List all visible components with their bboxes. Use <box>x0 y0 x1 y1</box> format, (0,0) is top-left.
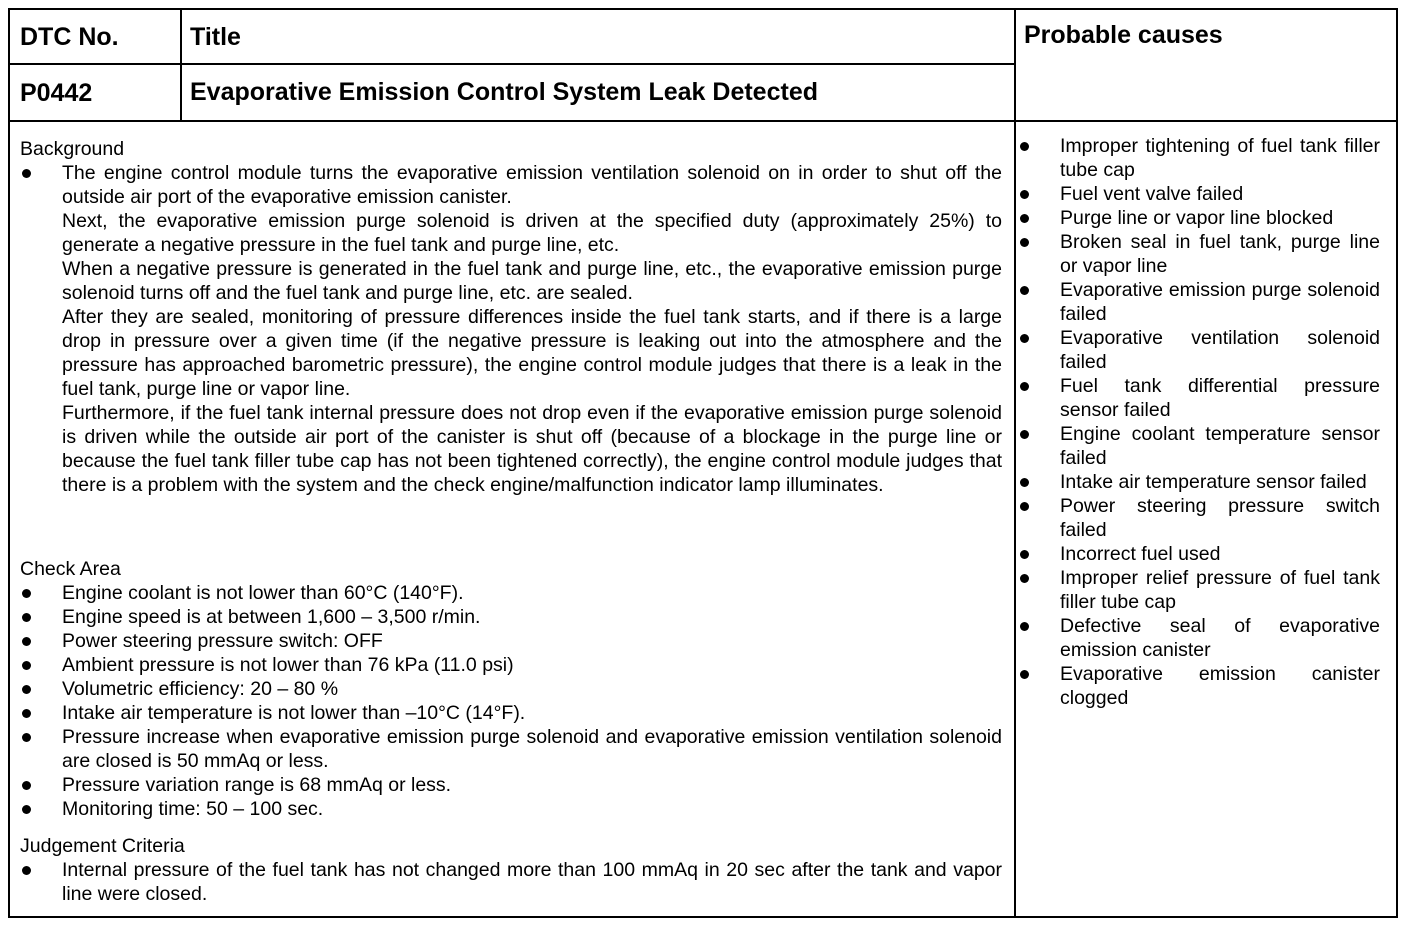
bullet-icon <box>22 661 31 670</box>
dtc-title: Evaporative Emission Control System Leak Detected <box>190 78 818 106</box>
bullet-icon <box>22 805 31 814</box>
bullet-icon <box>1020 574 1029 583</box>
cause-item: Defective seal of evaporative emission canister <box>1018 614 1380 662</box>
bullet-icon <box>1020 478 1029 487</box>
cause-item: Evaporative emission canister clogged <box>1018 662 1380 710</box>
cause-item: Fuel vent valve failed <box>1018 182 1380 206</box>
cause-item: Purge line or vapor line blocked <box>1018 206 1380 230</box>
cause-item: Intake air temperature sensor failed <box>1018 470 1380 494</box>
check-area-section <box>20 557 1002 821</box>
cause-item: Broken seal in fuel tank, purge line or vapor line <box>1018 230 1380 278</box>
bullet-icon <box>1020 238 1029 247</box>
cause-item: Evaporative emission purge solenoid failed <box>1018 278 1380 326</box>
cause-item: Engine coolant temperature sensor failed <box>1018 422 1380 470</box>
dtc-column-divider <box>180 10 182 120</box>
dtc-code: P0442 <box>20 79 93 107</box>
background-item <box>20 161 1002 497</box>
background-paragraph: The engine control module turns the evaporative emission ventilation solenoid on in order to shut off the outside air port of the evaporative emission canister. <box>62 162 1002 208</box>
background-paragraph: Next, the evaporative emission purge solenoid is driven at the specified duty (approximately 25%) to generate a negative pressure in the fuel tank and purge line, etc. <box>62 210 1002 256</box>
check-area-title: Check Area <box>20 558 121 580</box>
check-area-item: Ambient pressure is not lower than 76 kPa (11.0 psi) <box>20 653 1002 677</box>
cause-item: Incorrect fuel used <box>1018 542 1380 566</box>
check-area-item: Volumetric efficiency: 20 – 80 % <box>20 677 1002 701</box>
check-area-item: Power steering pressure switch: OFF <box>20 629 1002 653</box>
bullet-icon <box>22 637 31 646</box>
bullet-icon <box>22 589 31 598</box>
header-bottom-border <box>10 120 1396 122</box>
check-area-item: Pressure increase when evaporative emission purge solenoid and evaporative emission ventilation solenoid are closed is 50 mmAq or less. <box>20 725 1002 773</box>
bullet-icon <box>22 781 31 790</box>
causes-column-divider <box>1014 10 1016 916</box>
background-paragraph: Furthermore, if the fuel tank internal pressure does not drop even if the evaporative emission purge solenoid is driven while the outside air port of the canister is shut off (because of a blockage in the purge line or because the fuel tank filler tube cap has not been tightened correctly), the engine control module judges that there is a problem with the system and the check engine/malfunction indicator lamp illuminates. <box>62 402 1002 496</box>
bullet-icon <box>22 685 31 694</box>
bullet-icon <box>1020 622 1029 631</box>
title-header: Title <box>190 23 241 51</box>
cause-item: Power steering pressure switch failed <box>1018 494 1380 542</box>
background-paragraph: After they are sealed, monitoring of pressure differences inside the fuel tank starts, and if there is a large drop in pressure over a given time (if the negative pressure is leaking out into the atmosphere and the pressure has approached barometric pressure), the engine control module judges that there is a leak in the fuel tank, purge line or vapor line. <box>62 306 1002 400</box>
header-row-divider <box>10 63 1016 65</box>
bullet-icon <box>1020 214 1029 223</box>
check-area-item: Engine coolant is not lower than 60°C (140°F). <box>20 581 1002 605</box>
bullet-icon <box>22 613 31 622</box>
judgement-item: Internal pressure of the fuel tank has not changed more than 100 mmAq in 20 sec after the tank and vapor line were closed. <box>20 858 1002 906</box>
bullet-icon <box>1020 190 1029 199</box>
judgement-title: Judgement Criteria <box>20 835 185 857</box>
probable-causes-list <box>1018 134 1380 710</box>
bullet-icon <box>1020 430 1029 439</box>
bullet-icon <box>1020 382 1029 391</box>
background-section <box>20 137 1002 497</box>
bullet-icon <box>22 709 31 718</box>
bullet-icon <box>22 169 31 178</box>
bullet-icon <box>22 866 31 875</box>
judgement-section <box>20 834 1002 906</box>
bullet-icon <box>22 733 31 742</box>
bullet-icon <box>1020 670 1029 679</box>
bullet-icon <box>1020 334 1029 343</box>
dtc-no-header: DTC No. <box>20 23 119 51</box>
bullet-icon <box>1020 286 1029 295</box>
cause-item: Improper tightening of fuel tank filler tube cap <box>1018 134 1380 182</box>
check-area-item: Engine speed is at between 1,600 – 3,500 r/min. <box>20 605 1002 629</box>
bullet-icon <box>1020 142 1029 151</box>
probable-causes-header: Probable causes <box>1024 21 1223 49</box>
cause-item: Evaporative ventilation solenoid failed <box>1018 326 1380 374</box>
check-area-item: Monitoring time: 50 – 100 sec. <box>20 797 1002 821</box>
cause-item: Fuel tank differential pressure sensor failed <box>1018 374 1380 422</box>
check-area-item: Pressure variation range is 68 mmAq or less. <box>20 773 1002 797</box>
background-title: Background <box>20 138 125 160</box>
cause-item: Improper relief pressure of fuel tank filler tube cap <box>1018 566 1380 614</box>
background-paragraph: When a negative pressure is generated in the fuel tank and purge line, etc., the evaporative emission purge solenoid turns off and the fuel tank and purge line, etc. are sealed. <box>62 258 1002 304</box>
bullet-icon <box>1020 502 1029 511</box>
bullet-icon <box>1020 550 1029 559</box>
check-area-item: Intake air temperature is not lower than –10°C (14°F). <box>20 701 1002 725</box>
